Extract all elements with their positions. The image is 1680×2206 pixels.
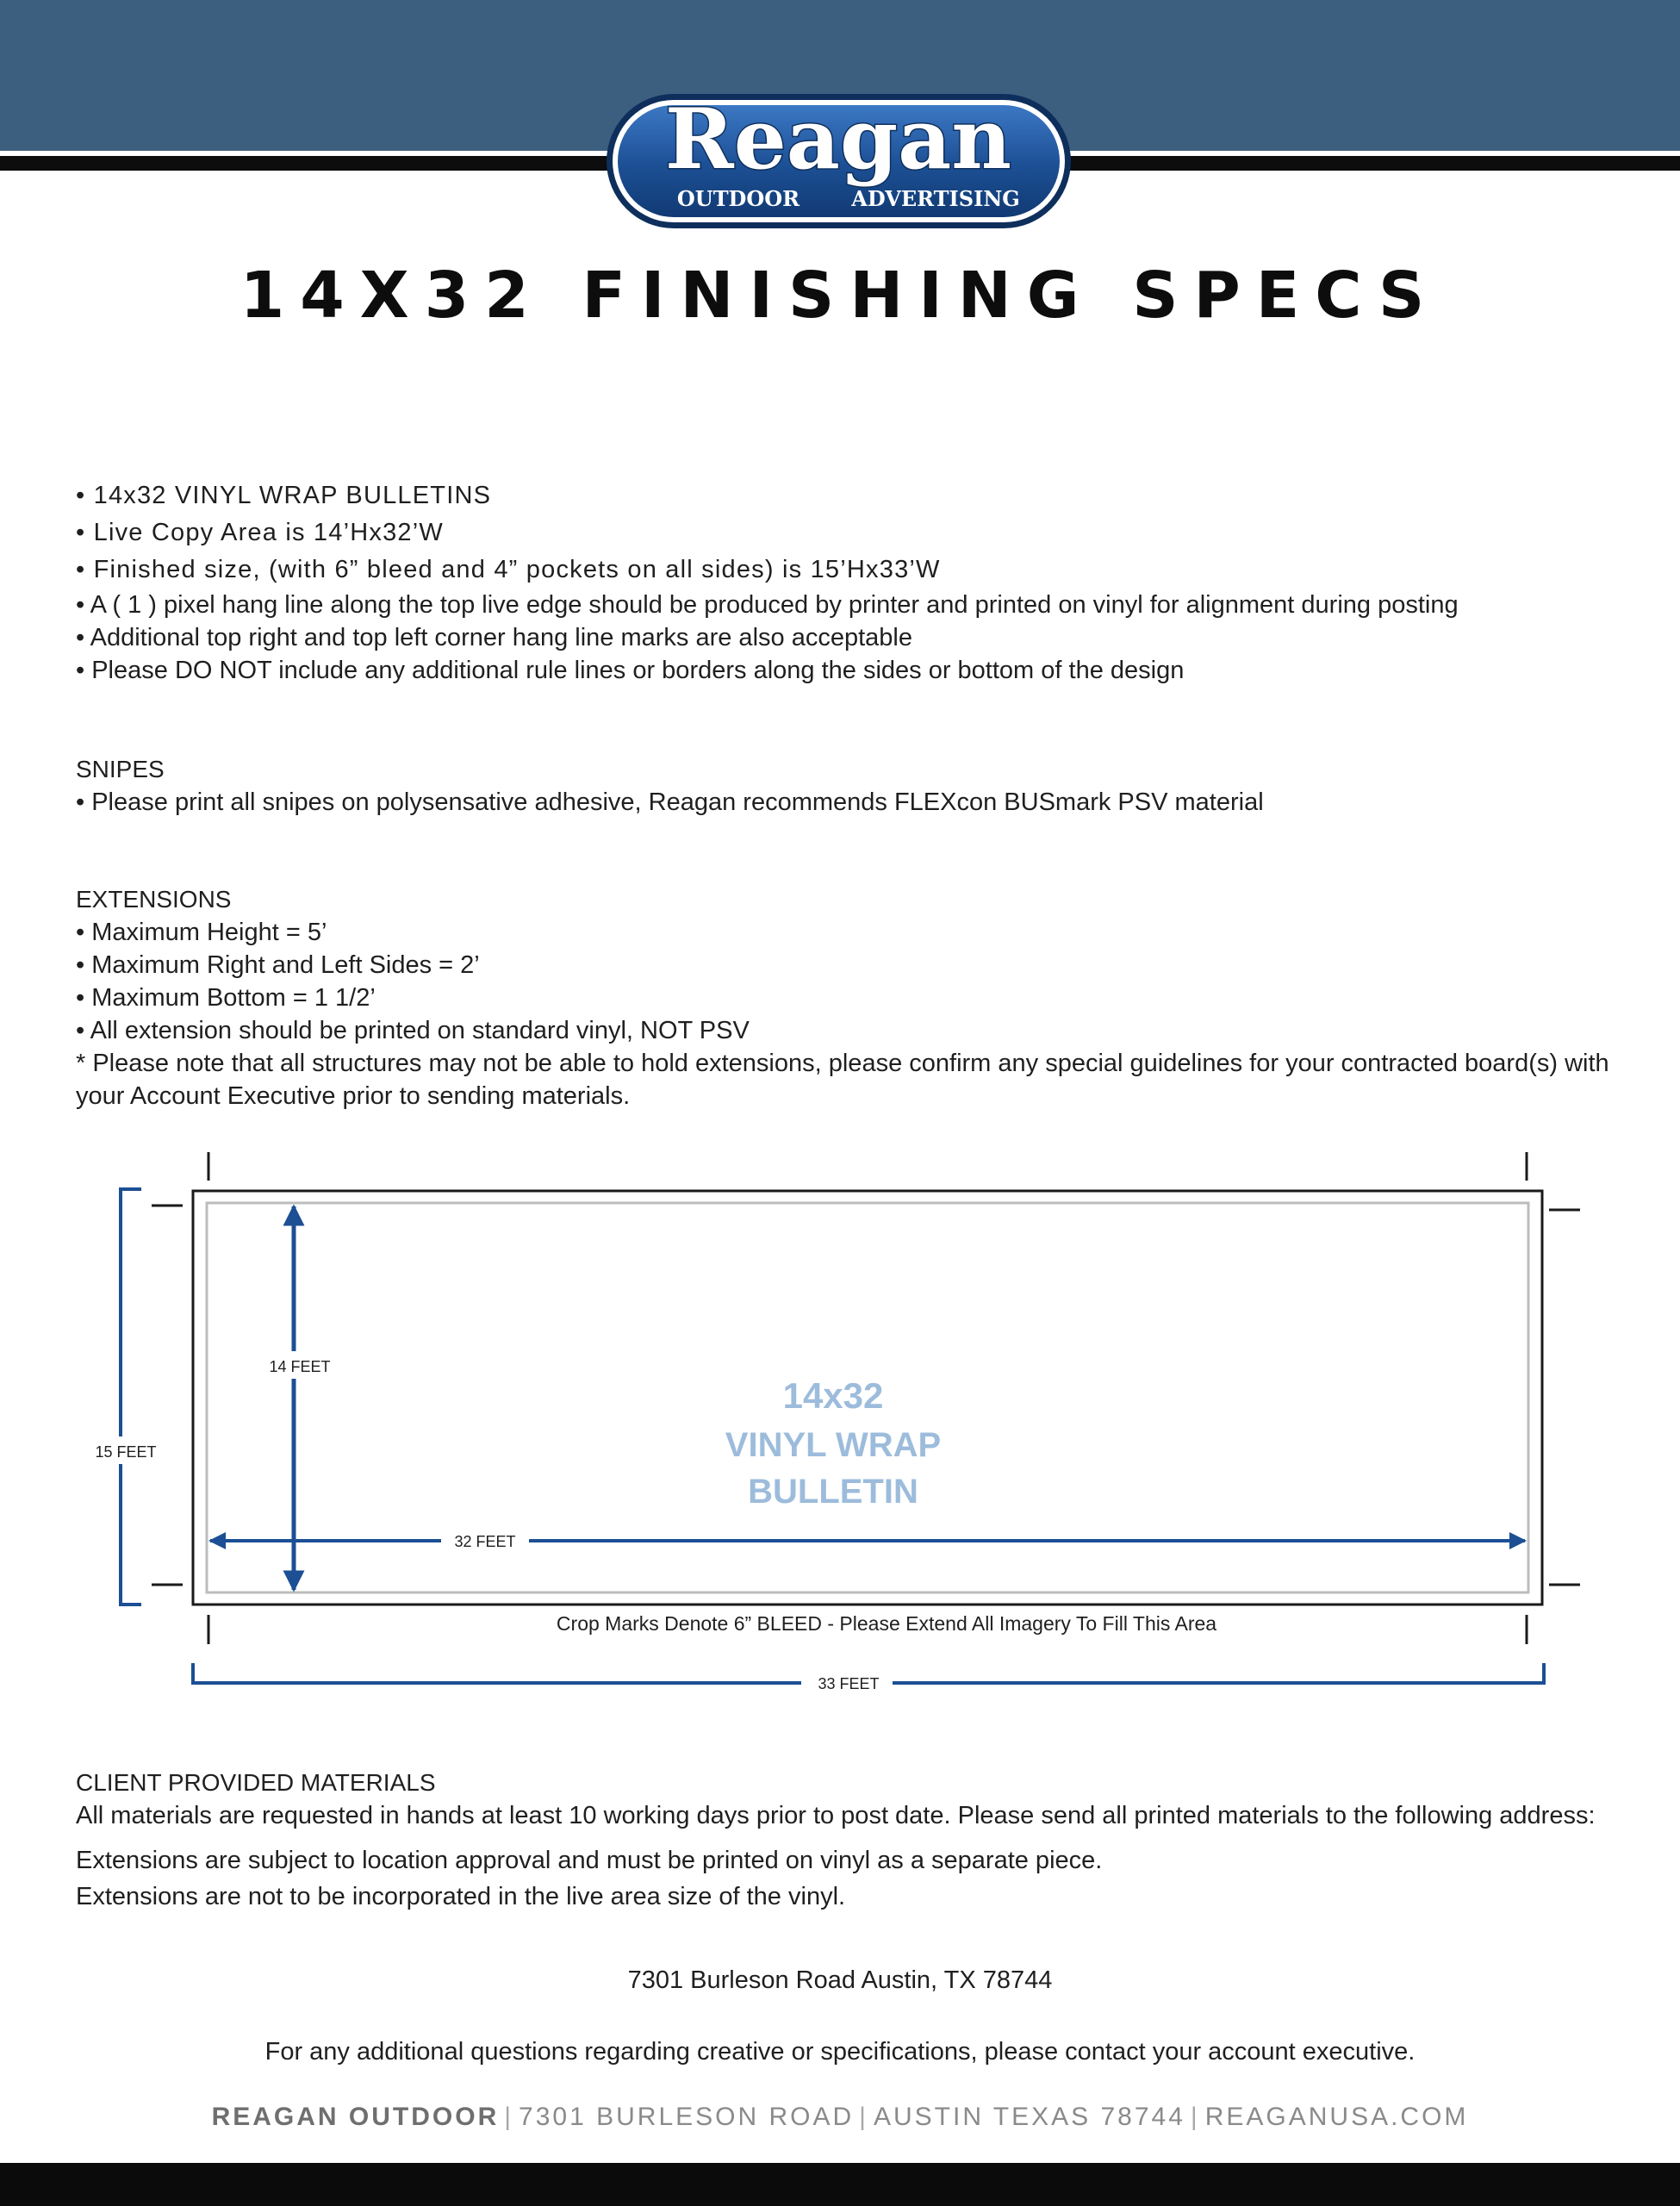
- client-heading: CLIENT PROVIDED MATERIALS: [76, 1769, 436, 1796]
- bullet-item: • Please DO NOT include any additional rule lines or borders along the sides or bottom of the design: [76, 657, 1185, 684]
- logo-outdoor: OUTDOOR: [676, 186, 800, 211]
- height-live-label: 14 FEET: [269, 1358, 331, 1375]
- bullet-item: • Finished size, (with 6” bleed and 4” pockets on all sides) is 15’Hx33’W: [76, 556, 941, 583]
- bullet-item: • A ( 1 ) pixel hang line along the top live edge should be produced by printer and printed on vinyl for alignment during posting: [76, 591, 1459, 619]
- page-title: 14X32 FINISHING SPECS: [240, 259, 1440, 333]
- height-finished-label: 15 FEET: [95, 1443, 157, 1461]
- footer-website: REAGANUSA.COM: [1204, 2103, 1469, 2131]
- bullet-item: • Live Copy Area is 14’Hx32’W: [76, 519, 444, 546]
- footer-separator: |: [859, 2103, 868, 2131]
- bulletin-label-type: VINYL WRAP: [725, 1426, 942, 1464]
- reagan-logo: [605, 92, 1073, 230]
- bullet-item: • 14x32 VINYL WRAP BULLETINS: [76, 482, 492, 509]
- footer-separator: |: [504, 2103, 514, 2131]
- width-finished-label: 33 FEET: [818, 1675, 880, 1692]
- snipes-heading: SNIPES: [76, 756, 165, 782]
- extensions-item: • Maximum Right and Left Sides = 2’: [76, 951, 480, 979]
- mailing-address: 7301 Burleson Road Austin, TX 78744: [627, 1966, 1053, 1994]
- width-live-label: 32 FEET: [454, 1533, 516, 1550]
- bulletin-diagram: [0, 1137, 1680, 1706]
- extensions-note-continued: your Account Executive prior to sending materials.: [76, 1082, 631, 1110]
- client-line: All materials are requested in hands at least 10 working days prior to post date. Please send all printed materials to the following address:: [76, 1802, 1596, 1829]
- footer-band: [0, 2163, 1680, 2206]
- footer-street: 7301 BURLESON ROAD: [519, 2103, 855, 2131]
- height-finished-bracket: [121, 1189, 141, 1605]
- extensions-item: • Maximum Bottom = 1 1/2’: [76, 984, 376, 1012]
- bulletin-label-size: 14x32: [782, 1375, 884, 1416]
- extensions-item: • All extension should be printed on standard vinyl, NOT PSV: [76, 1017, 750, 1044]
- logo-advertising: ADVERTISING: [851, 186, 1020, 211]
- contact-note: For any additional questions regarding creative or specifications, please contact your account executive.: [264, 2038, 1416, 2066]
- footer-city: AUSTIN TEXAS 78744: [873, 2103, 1185, 2131]
- extensions-item: • Maximum Height = 5’: [76, 919, 327, 946]
- client-line: Extensions are not to be incorporated in the live area size of the vinyl.: [76, 1883, 846, 1910]
- client-line: Extensions are subject to location approval and must be printed on vinyl as a separate piece.: [76, 1847, 1103, 1874]
- snipes-item: • Please print all snipes on polysensative adhesive, Reagan recommends FLEXcon BUSmark PSV material: [76, 788, 1264, 816]
- footer-contact: [0, 2103, 1680, 2132]
- bulletin-label-kind: BULLETIN: [748, 1473, 918, 1511]
- extensions-heading: EXTENSIONS: [76, 886, 232, 913]
- bullet-item: • Additional top right and top left corner hang line marks are also acceptable: [76, 624, 912, 651]
- extensions-note: * Please note that all structures may not be able to hold extensions, please confirm any special guidelines for your contracted board(s) with: [76, 1050, 1609, 1077]
- logo-wordmark: Reagan: [664, 92, 1012, 188]
- footer-brand: REAGAN OUTDOOR: [211, 2103, 500, 2131]
- footer-separator: |: [1190, 2103, 1200, 2131]
- crop-note: Crop Marks Denote 6” BLEED - Please Extend All Imagery To Fill This Area: [556, 1612, 1217, 1635]
